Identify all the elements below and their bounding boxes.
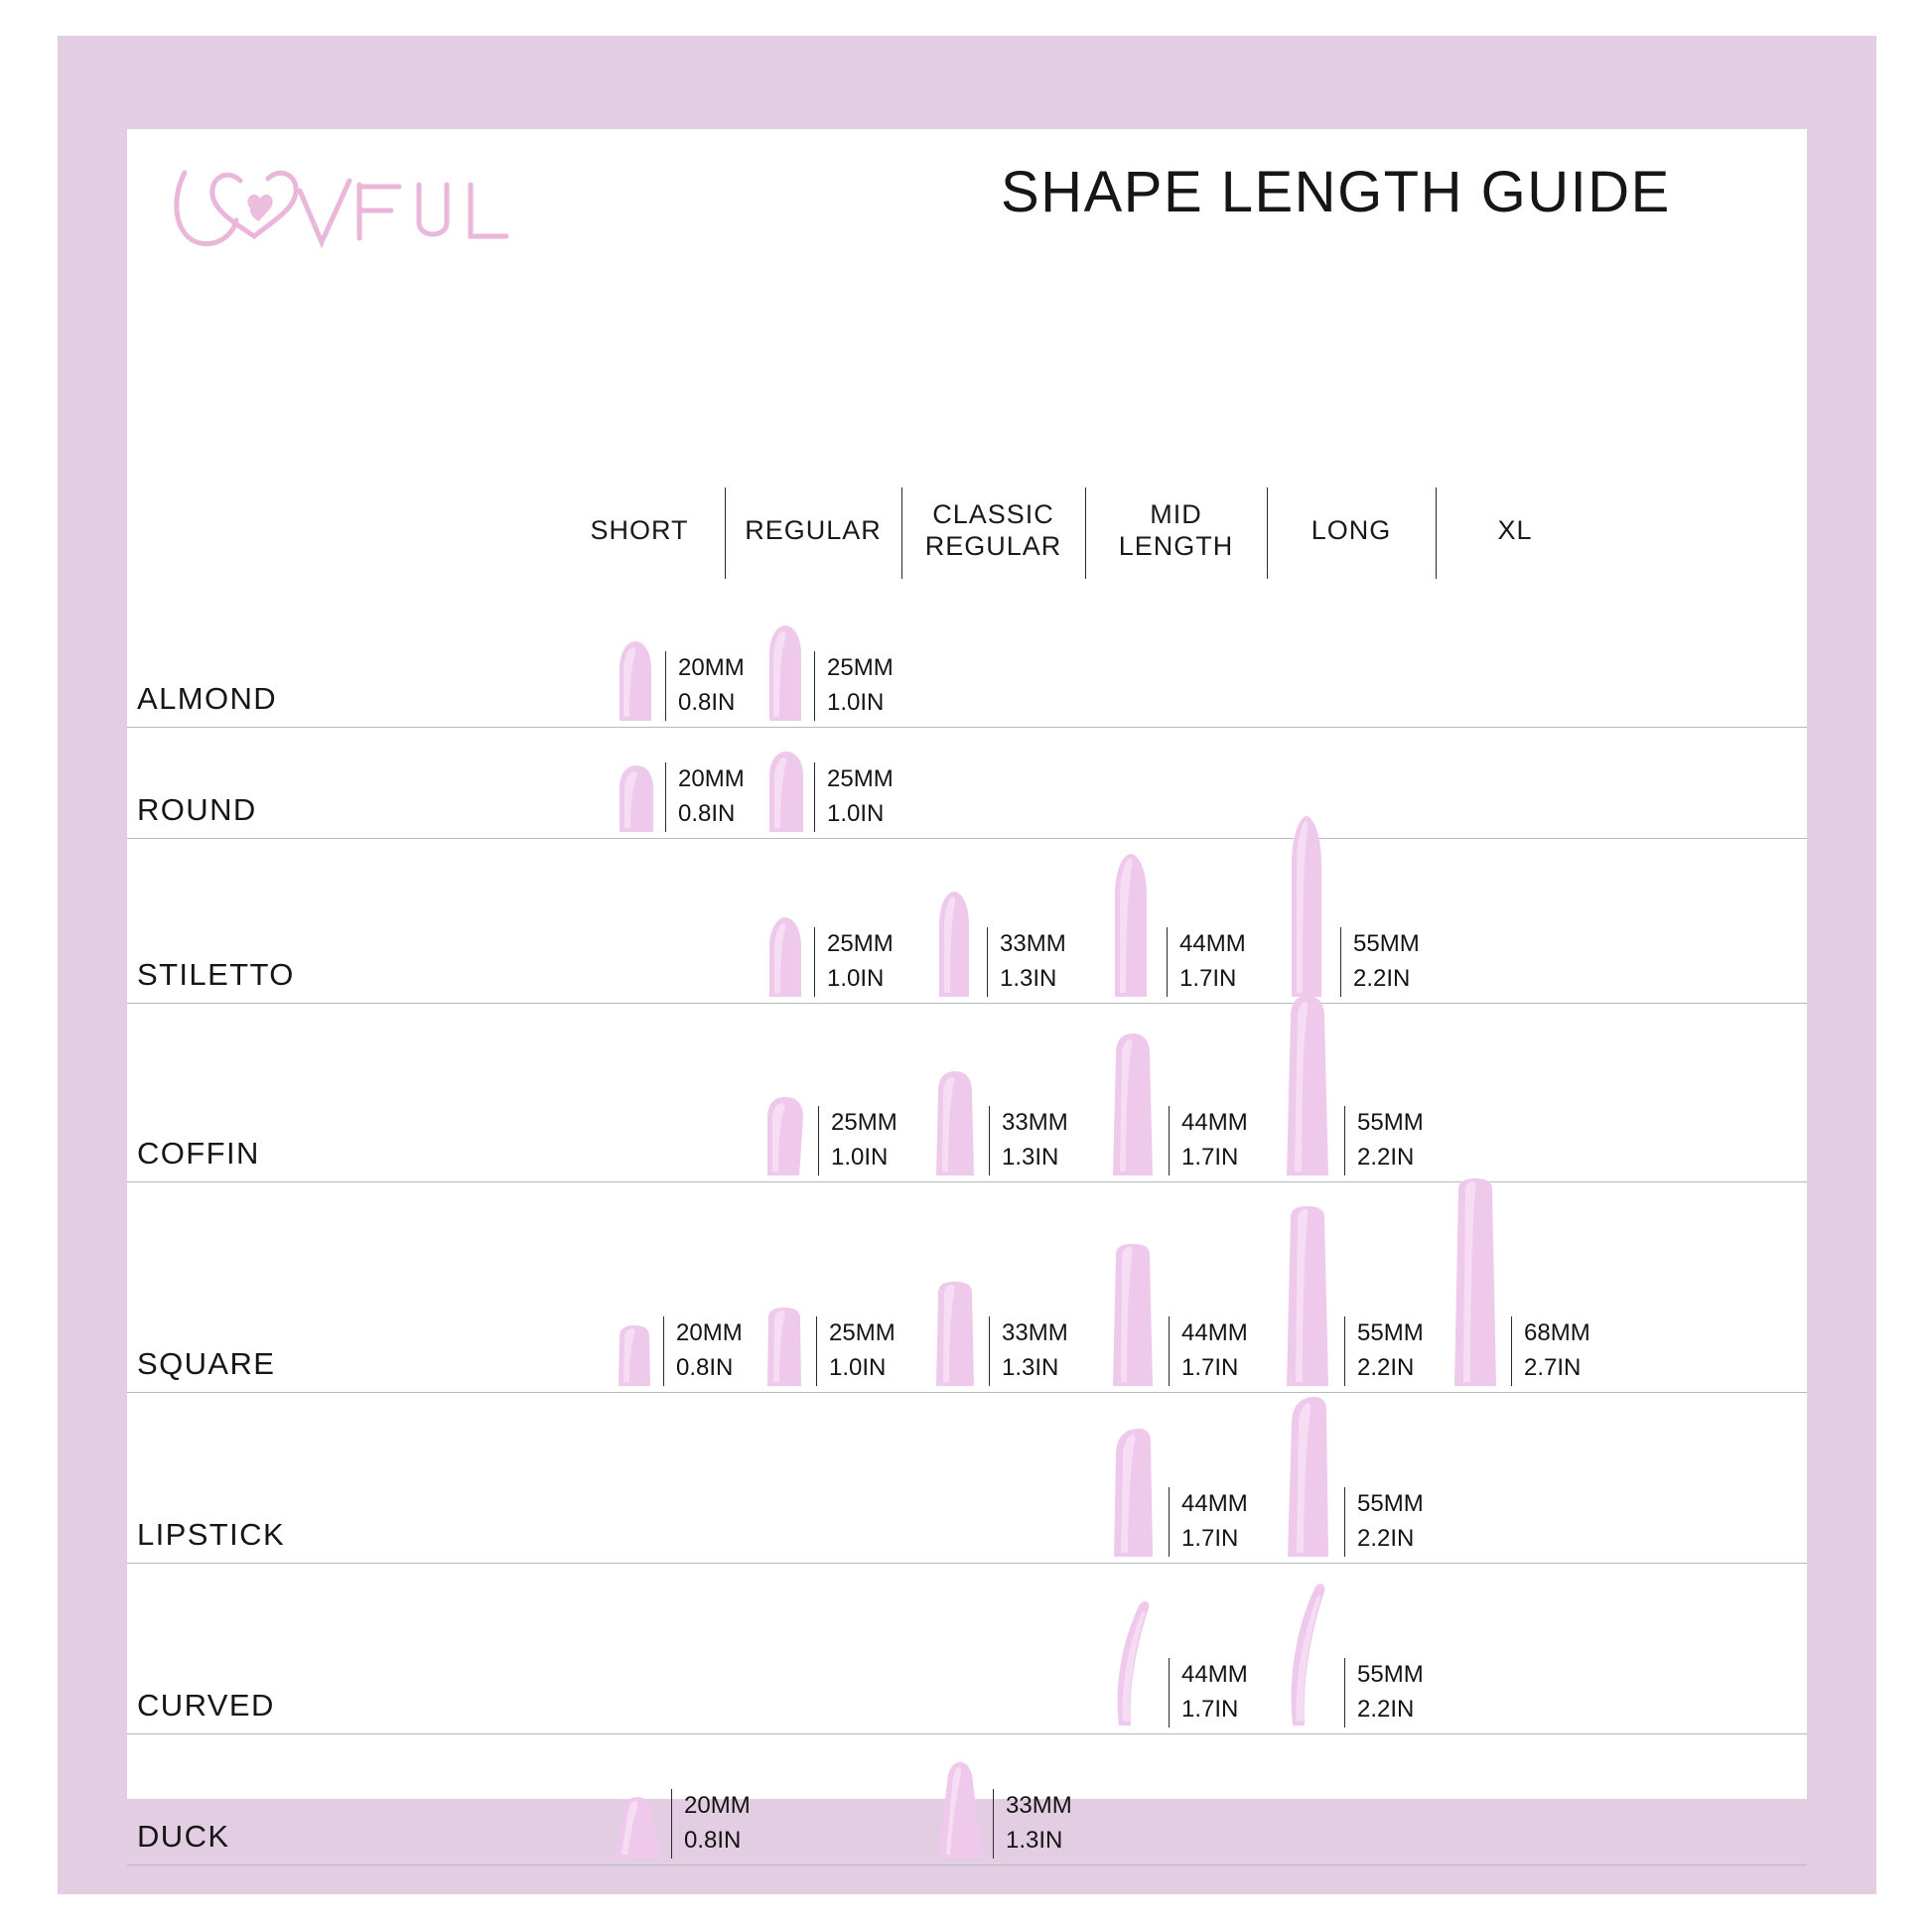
measurement-inch: 2.2IN bbox=[1357, 1354, 1415, 1382]
measurement-label bbox=[1167, 927, 1246, 997]
column-header-row bbox=[127, 482, 1807, 581]
nail-square-icon bbox=[1105, 1241, 1161, 1386]
column-header-short bbox=[554, 482, 725, 581]
nail-duck-icon bbox=[931, 1759, 989, 1859]
measurement-inch: 0.8IN bbox=[678, 800, 736, 828]
page-title: SHAPE LENGTH GUIDE bbox=[1001, 160, 1671, 224]
nail-coffin-icon bbox=[1105, 1031, 1161, 1175]
measurement-mm: 20MM bbox=[676, 1319, 743, 1347]
measurement-inch: 0.8IN bbox=[678, 689, 736, 717]
brand-logo bbox=[155, 151, 582, 270]
nail-square-icon bbox=[1446, 1175, 1505, 1386]
measurement-inch: 1.7IN bbox=[1181, 1525, 1239, 1553]
measurement-mm: 33MM bbox=[1006, 1792, 1072, 1820]
nail-stiletto-icon bbox=[931, 890, 977, 997]
column-header-label-line1: CLASSIC bbox=[932, 499, 1054, 530]
nail-coffin-icon bbox=[1279, 993, 1336, 1175]
column-header-label-line1: MID bbox=[1150, 499, 1202, 530]
row-label-almond: ALMOND bbox=[137, 681, 278, 716]
table-row bbox=[127, 1181, 1807, 1393]
guide-content bbox=[127, 129, 1807, 1855]
measurement-mm: 25MM bbox=[829, 1319, 896, 1347]
measurement-mm: 55MM bbox=[1357, 1661, 1424, 1689]
nail-coffin-icon bbox=[760, 1094, 810, 1175]
nail-almond-icon bbox=[762, 623, 808, 721]
measurement-label bbox=[989, 1316, 1068, 1386]
column-header-long bbox=[1267, 482, 1436, 581]
measurement-label bbox=[814, 762, 894, 832]
measurement-label bbox=[1169, 1316, 1248, 1386]
column-header-label: SHORT bbox=[590, 515, 689, 546]
measurement-label bbox=[665, 762, 745, 832]
column-header-label-line2: LENGTH bbox=[1118, 531, 1234, 561]
measurement-mm: 55MM bbox=[1353, 930, 1420, 958]
measurement-mm: 55MM bbox=[1357, 1319, 1424, 1347]
measurement-inch: 2.7IN bbox=[1524, 1354, 1582, 1382]
measurement-label bbox=[1169, 1106, 1248, 1175]
measurement-label bbox=[665, 651, 745, 721]
column-header-xl bbox=[1436, 482, 1594, 581]
measurement-label bbox=[1169, 1658, 1248, 1727]
row-label-duck: DUCK bbox=[137, 1819, 230, 1854]
column-header-regular bbox=[725, 482, 901, 581]
measurement-inch: 2.2IN bbox=[1357, 1144, 1415, 1172]
measurement-label bbox=[814, 651, 894, 721]
nail-round-icon bbox=[762, 749, 810, 832]
measurement-label bbox=[989, 1106, 1068, 1175]
measurement-mm: 33MM bbox=[1000, 930, 1066, 958]
measurement-inch: 1.7IN bbox=[1179, 965, 1237, 993]
nail-almond-icon bbox=[614, 639, 657, 721]
nail-square-icon bbox=[929, 1279, 981, 1386]
measurement-inch: 0.8IN bbox=[684, 1827, 742, 1855]
measurement-mm: 44MM bbox=[1181, 1661, 1248, 1689]
measurement-label bbox=[1511, 1316, 1590, 1386]
column-header-label: XL bbox=[1497, 515, 1533, 546]
measurement-inch: 1.0IN bbox=[829, 1354, 887, 1382]
measurement-label bbox=[814, 927, 894, 997]
column-header-classic-regular bbox=[901, 482, 1085, 581]
row-label-square: SQUARE bbox=[137, 1346, 276, 1381]
measurement-inch: 1.0IN bbox=[831, 1144, 889, 1172]
nail-square-icon bbox=[760, 1305, 808, 1386]
measurement-inch: 1.3IN bbox=[1006, 1827, 1063, 1855]
measurement-mm: 25MM bbox=[827, 654, 894, 682]
nail-stiletto-icon bbox=[1107, 852, 1155, 997]
measurement-mm: 44MM bbox=[1181, 1490, 1248, 1518]
measurement-inch: 1.3IN bbox=[1002, 1354, 1059, 1382]
measurement-mm: 20MM bbox=[678, 765, 745, 793]
measurement-label bbox=[993, 1789, 1072, 1859]
measurement-mm: 25MM bbox=[827, 930, 894, 958]
measurement-label bbox=[818, 1106, 897, 1175]
measurement-inch: 1.7IN bbox=[1181, 1354, 1239, 1382]
measurement-inch: 2.2IN bbox=[1357, 1696, 1415, 1724]
column-header-label-line2: REGULAR bbox=[924, 531, 1062, 561]
measurement-mm: 20MM bbox=[684, 1792, 751, 1820]
measurement-inch: 2.2IN bbox=[1353, 965, 1411, 993]
measurement-inch: 1.3IN bbox=[1000, 965, 1057, 993]
table-row bbox=[127, 1392, 1807, 1564]
row-label-stiletto: STILETTO bbox=[137, 957, 295, 992]
measurement-label bbox=[1344, 1316, 1424, 1386]
measurement-inch: 1.0IN bbox=[827, 689, 885, 717]
nail-coffin-icon bbox=[929, 1068, 981, 1175]
measurement-label bbox=[663, 1316, 743, 1386]
nail-square-icon bbox=[612, 1322, 657, 1386]
measurement-mm: 44MM bbox=[1179, 930, 1246, 958]
measurement-mm: 20MM bbox=[678, 654, 745, 682]
column-header-mid-length bbox=[1085, 482, 1267, 581]
table-row bbox=[127, 1733, 1807, 1865]
nail-round-icon bbox=[614, 762, 659, 832]
measurement-mm: 55MM bbox=[1357, 1109, 1424, 1137]
measurement-mm: 33MM bbox=[1002, 1109, 1068, 1137]
measurement-label bbox=[987, 927, 1066, 997]
nail-lipstick-icon bbox=[1279, 1394, 1336, 1557]
measurement-label bbox=[1344, 1487, 1424, 1557]
row-label-coffin: COFFIN bbox=[137, 1136, 260, 1171]
row-label-round: ROUND bbox=[137, 792, 257, 827]
measurement-mm: 25MM bbox=[831, 1109, 897, 1137]
measurement-label bbox=[816, 1316, 896, 1386]
column-header-label: LONG bbox=[1311, 515, 1392, 546]
measurement-label bbox=[1169, 1487, 1248, 1557]
row-label-lipstick: LIPSTICK bbox=[137, 1517, 286, 1552]
nail-square-icon bbox=[1279, 1203, 1336, 1386]
measurement-mm: 25MM bbox=[827, 765, 894, 793]
table-row bbox=[127, 727, 1807, 839]
nail-duck-icon bbox=[610, 1793, 665, 1859]
table-row bbox=[127, 1563, 1807, 1734]
measurement-inch: 1.3IN bbox=[1002, 1144, 1059, 1172]
table-row bbox=[127, 1003, 1807, 1182]
nail-curved-icon bbox=[1279, 1579, 1336, 1727]
measurement-inch: 1.7IN bbox=[1181, 1696, 1239, 1724]
measurement-inch: 1.0IN bbox=[827, 800, 885, 828]
measurement-label bbox=[1344, 1658, 1424, 1727]
measurement-mm: 44MM bbox=[1181, 1109, 1248, 1137]
measurement-mm: 33MM bbox=[1002, 1319, 1068, 1347]
measurement-label bbox=[671, 1789, 751, 1859]
measurement-inch: 0.8IN bbox=[676, 1354, 734, 1382]
measurement-inch: 1.7IN bbox=[1181, 1144, 1239, 1172]
measurement-mm: 44MM bbox=[1181, 1319, 1248, 1347]
measurement-mm: 68MM bbox=[1524, 1319, 1590, 1347]
measurement-label bbox=[1344, 1106, 1424, 1175]
measurement-label bbox=[1340, 927, 1420, 997]
measurement-mm: 55MM bbox=[1357, 1490, 1424, 1518]
column-header-label: REGULAR bbox=[745, 515, 882, 546]
row-label-curved: CURVED bbox=[137, 1688, 275, 1723]
nail-lipstick-icon bbox=[1105, 1426, 1161, 1557]
table-row bbox=[127, 838, 1807, 1004]
measurement-inch: 1.0IN bbox=[827, 965, 885, 993]
nail-stiletto-icon bbox=[1283, 814, 1330, 997]
measurement-inch: 2.2IN bbox=[1357, 1525, 1415, 1553]
nail-curved-icon bbox=[1105, 1596, 1161, 1727]
table-row bbox=[127, 596, 1807, 728]
nail-stiletto-icon bbox=[762, 915, 808, 997]
